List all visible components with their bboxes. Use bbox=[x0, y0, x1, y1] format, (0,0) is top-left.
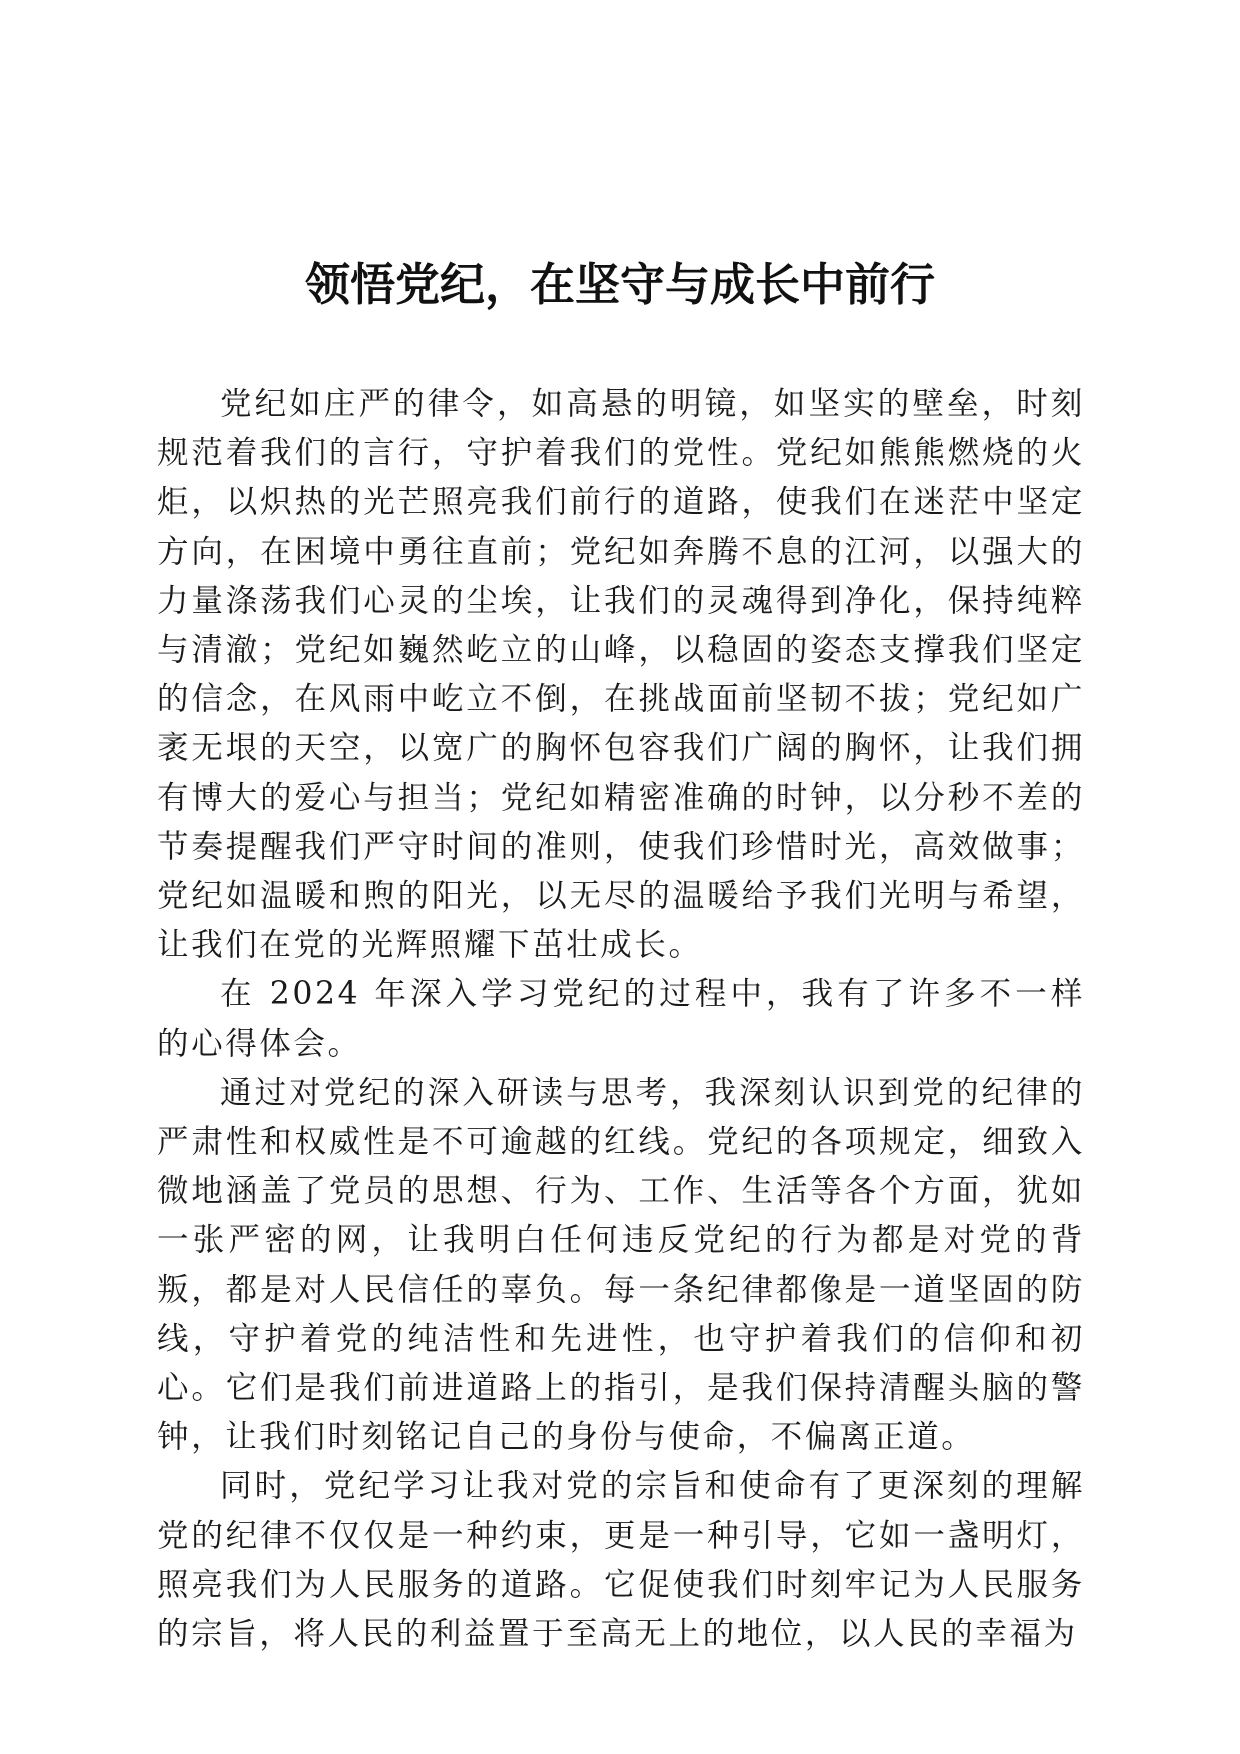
paragraph: 通过对党纪的深入研读与思考，我深刻认识到党的纪律的严肃性和权威性是不可逾越的红线。党纪的各项规定，细致入微地涵盖了党员的思想、行为、工作、生活等各个方面，犹如一张严密的网，让我明白任何违反党纪的行为都是对党的背叛，都是对人民信任的辜负。每一条纪律都像是一道坚固的防线，守护着党的纯洁性和先进性，也守护着我们的信仰和初心。它们是我们前进道路上的指引，是我们保持清醒头脑的警钟，让我们时刻铭记自己的身份与使命，不偏离正道。 bbox=[157, 1074, 1085, 1456]
document-body bbox=[157, 380, 1085, 1659]
paragraph: 在 2024 年深入学习党纪的过程中，我有了许多不一样的心得体会。 bbox=[157, 976, 1085, 1062]
paragraph: 党纪如庄严的律令，如高悬的明镜，如坚实的壁垒，时刻规范着我们的言行，守护着我们的党性。党纪如熊熊燃烧的火炬，以炽热的光芒照亮我们前行的道路，使我们在迷茫中坚定方向，在困境中勇往直前；党纪如奔腾不息的江河，以强大的力量涤荡我们心灵的尘埃，让我们的灵魂得到净化，保持纯粹与清澈；党纪如巍然屹立的山峰，以稳固的姿态支撑我们坚定的信念，在风雨中屹立不倒，在挑战面前坚韧不拔；党纪如广袤无垠的天空，以宽广的胸怀包容我们广阔的胸怀，让我们拥有博大的爱心与担当；党纪如精密准确的时钟，以分秒不差的节奏提醒我们严守时间的准则，使我们珍惜时光，高效做事；党纪如温暖和煦的阳光，以无尽的温暖给予我们光明与希望，让我们在党的光辉照耀下茁壮成长。 bbox=[157, 386, 1085, 964]
paragraph: 同时，党纪学习让我对党的宗旨和使命有了更深刻的理解党的纪律不仅仅是一种约束，更是一种引导，它如一盏明灯，照亮我们为人民服务的道路。它促使我们时刻牢记为人民服务的宗旨，将人民的利益置于至高无上的地位，以人民的幸福为 bbox=[157, 1468, 1085, 1653]
document-title: 领悟党纪，在坚守与成长中前行 bbox=[304, 258, 935, 311]
